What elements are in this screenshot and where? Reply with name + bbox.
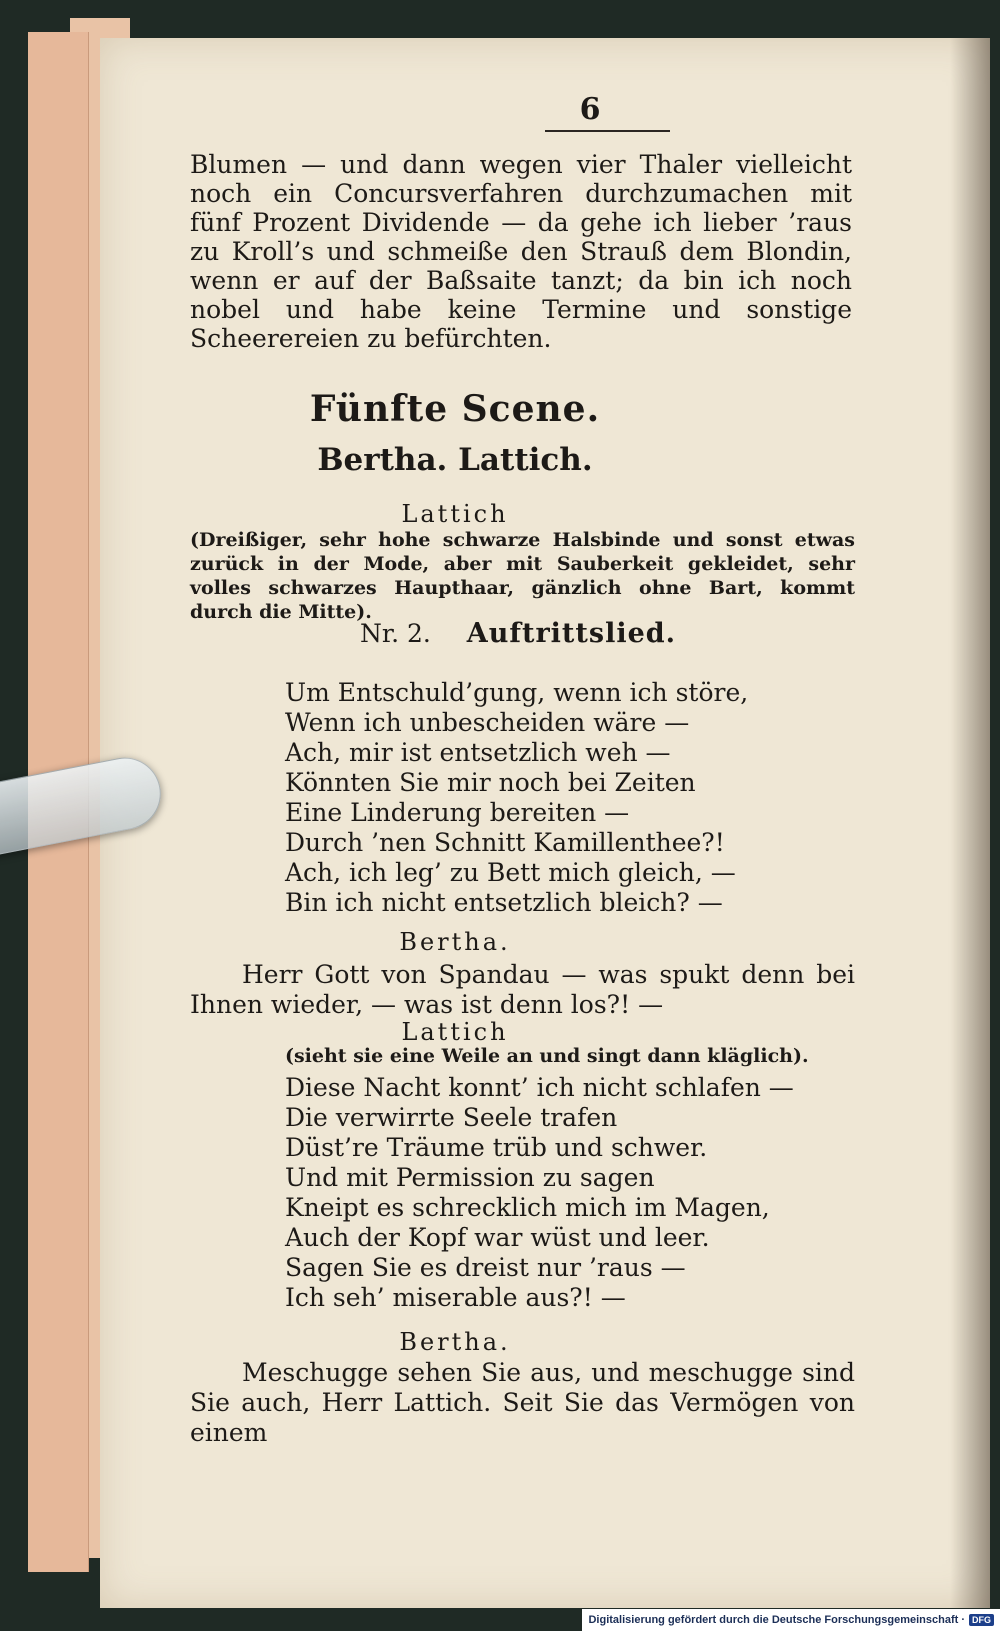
verse-line: Um Entschuld’gung, wenn ich störe,	[285, 678, 749, 707]
bertha-speech-2	[190, 1358, 855, 1448]
verse-line: Durch ’nen Schnitt Kamillenthee?!	[285, 828, 725, 857]
verse-line: Düst’re Träume trüb und schwer.	[285, 1133, 708, 1162]
verse-line: Auch der Kopf war wüst und leer.	[285, 1223, 710, 1252]
song-title: Auftrittslied.	[466, 618, 677, 649]
verse-line: Bin ich nicht entsetzlich bleich? —	[285, 888, 723, 917]
verse-line: Wenn ich unbescheiden wäre —	[285, 708, 690, 737]
stage-direction-2: (sieht sie eine Weile an und singt dann kläglich).	[285, 1045, 809, 1067]
speech-text: Meschugge sehen Sie aus, und meschugge sind Sie auch, Herr Lattich. Seit Sie das Vermögen von einem	[190, 1358, 855, 1447]
opening-prose: Blumen — und dann wegen vier Thaler vielleicht noch ein Concursverfahren durchzumachen mit fünf Prozent Dividende — da gehe ich lieber ’raus zu Kroll’s und schmeiße den Strauß dem Blondin, wenn er auf der Baßsaite tanzt; da bin ich noch nobel und habe keine Termine und sonstige Scheerereien zu befürchten.	[190, 150, 852, 353]
verse-line: Die verwirrte Seele trafen	[285, 1103, 618, 1132]
verse-line: Ach, ich leg’ zu Bett mich gleich, —	[285, 858, 736, 887]
footer-text: Digitalisierung gefördert durch die Deutsche Forschungsgemeinschaft ·	[588, 1614, 965, 1626]
speaker-bertha-2: Bertha.	[399, 1328, 511, 1356]
digitization-footer	[582, 1609, 1000, 1631]
verse-2	[285, 1073, 794, 1313]
speaker-bertha: Bertha.	[399, 928, 511, 956]
stage-direction: (Dreißiger, sehr hohe schwarze Halsbinde und sonst etwas zurück in der Mode, aber mit Sauberkeit gekleidet, sehr volles schwarzes Haupthaar, gänzlich ohne Bart, kommt durch die Mitte).	[190, 529, 855, 623]
cast-line: Bertha. Lattich.	[317, 442, 593, 478]
verse-line: Und mit Permission zu sagen	[285, 1163, 655, 1192]
verse-line: Ich seh’ miserable aus?! —	[285, 1283, 626, 1312]
page-number-rule	[545, 130, 670, 132]
speaker-lattich: Lattich	[401, 500, 509, 528]
verse-line: Eine Linderung bereiten —	[285, 798, 630, 827]
speech-text: Herr Gott von Spandau — was spukt denn bei Ihnen wieder, — was ist denn los?! —	[190, 960, 855, 1019]
speaker-lattich-2: Lattich	[401, 1018, 509, 1046]
page-content	[100, 38, 990, 1608]
song-number: Nr. 2.	[360, 619, 431, 648]
dfg-logo: DFG	[969, 1614, 994, 1626]
scene-heading: Fünfte Scene.	[309, 388, 601, 430]
verse-1	[285, 678, 749, 918]
verse-line: Ach, mir ist entsetzlich weh —	[285, 738, 671, 767]
verse-line: Könnten Sie mir noch bei Zeiten	[285, 768, 696, 797]
bertha-speech-1	[190, 960, 855, 1020]
verse-line: Diese Nacht konnt’ ich nicht schlafen —	[285, 1073, 794, 1102]
verse-line: Sagen Sie es dreist nur ’raus —	[285, 1253, 686, 1282]
verse-line: Kneipt es schrecklich mich im Magen,	[285, 1193, 770, 1222]
page-number: 6	[579, 92, 601, 127]
song-number-line	[360, 618, 676, 649]
book-page	[100, 38, 990, 1608]
